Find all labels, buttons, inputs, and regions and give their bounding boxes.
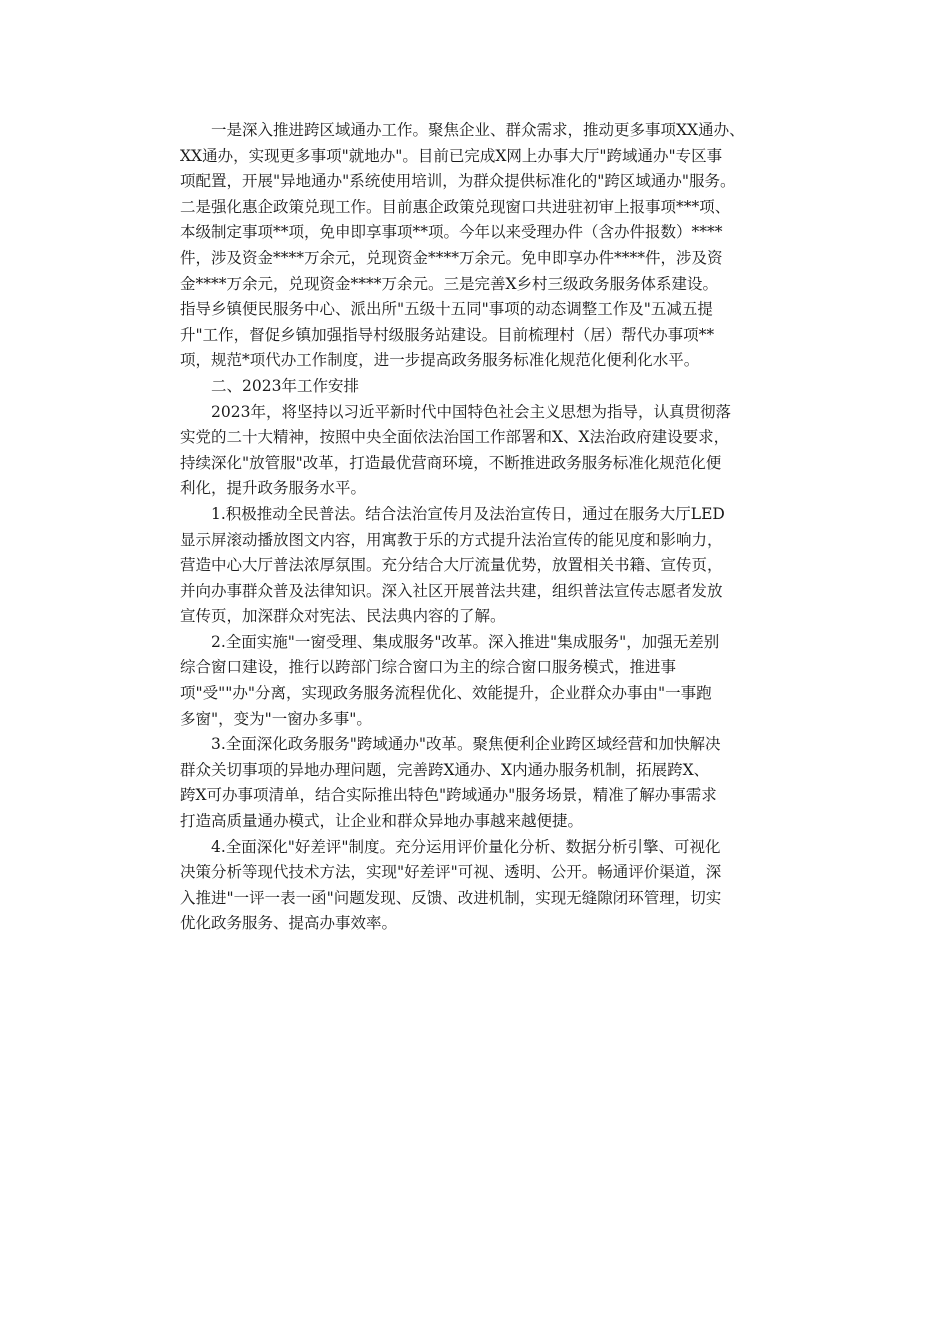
- paragraph-2023-overview: 2023年，将坚持以习近平新时代中国特色社会主义思想为指导，认真贯彻落 实党的二十大精神，按照中央全面依法治国工作部署和X、X法治政府建设要求， 持续深化"放管服"改革，打造最优营商环境，不断推进政务服务标准化规范化便 利化，提升政务服务水平。: [180, 402, 731, 498]
- paragraph-item-3-cross-domain: 3.全面深化政务服务"跨域通办"改革。聚焦便利企业跨区域经营和加快解决 群众关切事项的异地办理问题，完善跨X通办、X内通办服务机制，拓展跨X、 跨X可办事项清单，结合实际推出特色"跨域通办"服务场景，精准了解办事需求 打造高质量通办模式，让企业和群众异地办事越来越便捷。: [180, 735, 721, 831]
- paragraph-cross-region-work: 一是深入推进跨区域通办工作。聚焦企业、群众需求，推动更多事项XX通办、 XX通办，实现更多事项"就地办"。目前已完成X网上办事大厅"跨域通办"专区事 项配置，开展"异地通办"系统使用培训，为群众提供标准化的"跨区域通办"服务。 二是强化惠企政策兑现工作。目前惠企政策兑现窗口共进驻初审上报事项***项、 本级制定事项**项，免申即享事项**项。今年以来受理办件（含办件报数）**** 件，涉及资金****万余元，兑现资金****万余元。免申即享办件****件，涉及资 金****万余元，兑现资金****万余元。三是完善X乡村三级政务服务体系建设。 指导乡镇便民服务中心、派出所"五级十五同"事项的动态调整工作及"五减五提 升"工作，督促乡镇加强指导村级服务站建设。目前梳理村（居）帮代办事项** 项，规范*项代办工作制度，进一步提高政务服务标准化规范化便利化水平。: [180, 121, 745, 370]
- section-heading-2023-plan: 二、2023年工作安排: [211, 376, 359, 395]
- paragraph-item-4-evaluation: 4.全面深化"好差评"制度。充分运用评价量化分析、数据分析引擎、可视化 决策分析等现代技术方法，实现"好差评"可视、透明、公开。畅通评价渠道，深 入推进"一评一表一函"问题发现、反馈、改进机制，实现无缝隙闭环管理，切实 优化政务服务、提高办事效率。: [180, 837, 722, 933]
- document-body: [180, 118, 774, 937]
- paragraph-item-1-law-education: 1.积极推动全民普法。结合法治宣传月及法治宣传日，通过在服务大厅LED 显示屏滚动播放图文内容，用寓教于乐的方式提升法治宣传的能见度和影响力， 营造中心大厅普法浓厚氛围。充分结合大厅流量优势，放置相关书籍、宣传页， 并向办事群众普及法律知识。深入社区开展普法共建，组织普法宣传志愿者发放 宣传页，加深群众对宪法、民法典内容的了解。: [180, 504, 725, 626]
- paragraph-item-2-one-window: 2.全面实施"一窗受理、集成服务"改革。深入推进"集成服务"，加强无差别 综合窗口建设，推行以跨部门综合窗口为主的综合窗口服务模式，推进事 项"受""办"分离，实现政务服务流程优化、效能提升，企业群众办事由"一事跑 多窗"，变为"一窗办多事"。: [180, 632, 720, 728]
